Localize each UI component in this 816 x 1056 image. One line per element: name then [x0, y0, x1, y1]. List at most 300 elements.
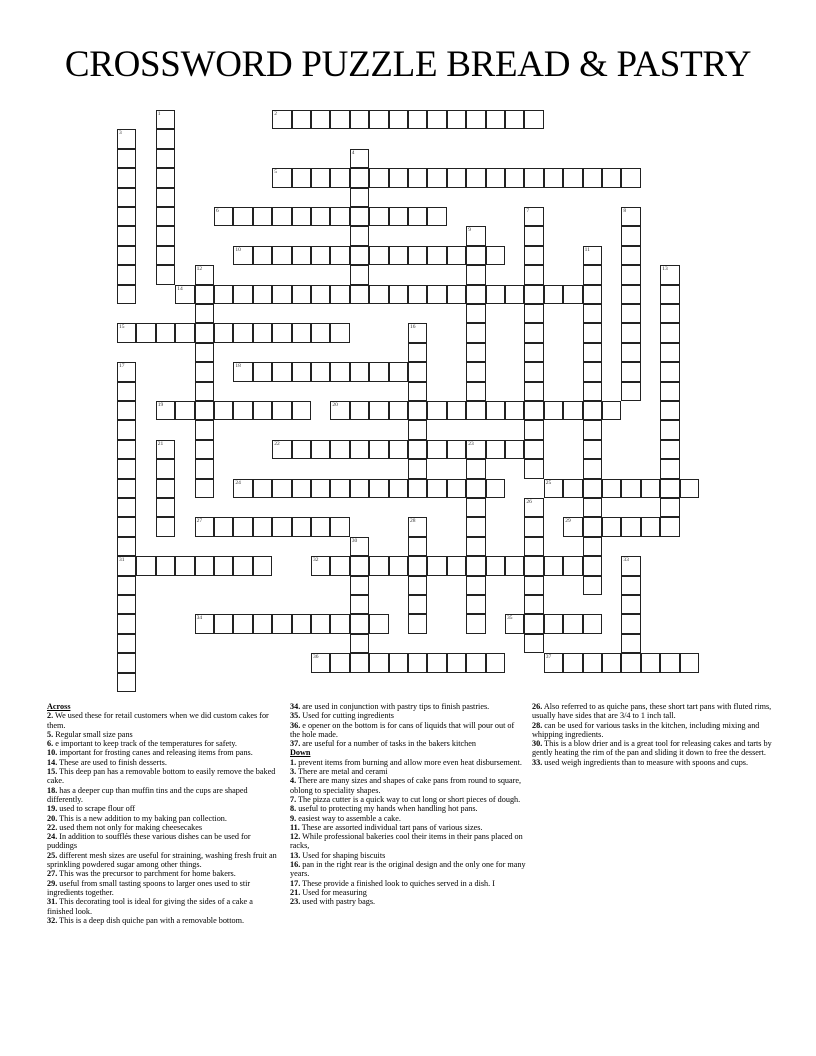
grid-cell[interactable]: [466, 479, 485, 498]
grid-cell[interactable]: [233, 207, 252, 226]
grid-cell[interactable]: [427, 168, 446, 187]
grid-cell[interactable]: [195, 479, 214, 498]
grid-cell[interactable]: [156, 323, 175, 342]
grid-cell[interactable]: [524, 576, 543, 595]
grid-cell[interactable]: [233, 246, 252, 265]
grid-cell[interactable]: [563, 168, 582, 187]
grid-cell[interactable]: [680, 653, 699, 672]
grid-cell[interactable]: [156, 226, 175, 245]
grid-cell[interactable]: [369, 285, 388, 304]
grid-cell[interactable]: [175, 285, 194, 304]
grid-cell[interactable]: [621, 343, 640, 362]
grid-cell[interactable]: [253, 285, 272, 304]
grid-cell[interactable]: [660, 304, 679, 323]
grid-cell[interactable]: [447, 246, 466, 265]
grid-cell[interactable]: [117, 401, 136, 420]
grid-cell[interactable]: [117, 440, 136, 459]
grid-cell[interactable]: [117, 614, 136, 633]
grid-cell[interactable]: [466, 517, 485, 536]
grid-cell[interactable]: [369, 401, 388, 420]
grid-cell[interactable]: [408, 517, 427, 536]
grid-cell[interactable]: [466, 595, 485, 614]
grid-cell[interactable]: [233, 362, 252, 381]
grid-cell[interactable]: [621, 595, 640, 614]
grid-cell[interactable]: [330, 323, 349, 342]
grid-cell[interactable]: [389, 401, 408, 420]
grid-cell[interactable]: [524, 537, 543, 556]
grid-cell[interactable]: [272, 207, 291, 226]
grid-cell[interactable]: [621, 285, 640, 304]
grid-cell[interactable]: [311, 362, 330, 381]
grid-cell[interactable]: [253, 517, 272, 536]
grid-cell[interactable]: [117, 226, 136, 245]
grid-cell[interactable]: [466, 362, 485, 381]
grid-cell[interactable]: [408, 401, 427, 420]
grid-cell[interactable]: [292, 323, 311, 342]
grid-cell[interactable]: [524, 246, 543, 265]
grid-cell[interactable]: [311, 168, 330, 187]
grid-cell[interactable]: [583, 382, 602, 401]
grid-cell[interactable]: [311, 440, 330, 459]
grid-cell[interactable]: [524, 226, 543, 245]
grid-cell[interactable]: [621, 304, 640, 323]
grid-cell[interactable]: [408, 576, 427, 595]
grid-cell[interactable]: [350, 188, 369, 207]
grid-cell[interactable]: [350, 149, 369, 168]
grid-cell[interactable]: [195, 440, 214, 459]
grid-cell[interactable]: [583, 343, 602, 362]
grid-cell[interactable]: [660, 285, 679, 304]
grid-cell[interactable]: [680, 479, 699, 498]
grid-cell[interactable]: [621, 265, 640, 284]
grid-cell[interactable]: [117, 517, 136, 536]
grid-cell[interactable]: [272, 362, 291, 381]
grid-cell[interactable]: [486, 110, 505, 129]
grid-cell[interactable]: [466, 265, 485, 284]
grid-cell[interactable]: [466, 304, 485, 323]
grid-cell[interactable]: [369, 110, 388, 129]
grid-cell[interactable]: [524, 207, 543, 226]
grid-cell[interactable]: [117, 498, 136, 517]
grid-cell[interactable]: [272, 479, 291, 498]
grid-cell[interactable]: [621, 556, 640, 575]
grid-cell[interactable]: [156, 401, 175, 420]
grid-cell[interactable]: [233, 517, 252, 536]
grid-cell[interactable]: [641, 653, 660, 672]
grid-cell[interactable]: [350, 246, 369, 265]
grid-cell[interactable]: [117, 265, 136, 284]
grid-cell[interactable]: [641, 479, 660, 498]
grid-cell[interactable]: [156, 517, 175, 536]
grid-cell[interactable]: [389, 110, 408, 129]
grid-cell[interactable]: [292, 401, 311, 420]
grid-cell[interactable]: [311, 517, 330, 536]
grid-cell[interactable]: [195, 517, 214, 536]
grid-cell[interactable]: [621, 362, 640, 381]
grid-cell[interactable]: [369, 440, 388, 459]
grid-cell[interactable]: [427, 401, 446, 420]
grid-cell[interactable]: [117, 459, 136, 478]
grid-cell[interactable]: [350, 168, 369, 187]
grid-cell[interactable]: [621, 382, 640, 401]
grid-cell[interactable]: [505, 285, 524, 304]
grid-cell[interactable]: [505, 110, 524, 129]
grid-cell[interactable]: [117, 285, 136, 304]
grid-cell[interactable]: [466, 459, 485, 478]
grid-cell[interactable]: [524, 595, 543, 614]
grid-cell[interactable]: [350, 614, 369, 633]
grid-cell[interactable]: [524, 265, 543, 284]
grid-cell[interactable]: [117, 595, 136, 614]
grid-cell[interactable]: [427, 556, 446, 575]
grid-cell[interactable]: [524, 459, 543, 478]
grid-cell[interactable]: [117, 576, 136, 595]
grid-cell[interactable]: [583, 285, 602, 304]
grid-cell[interactable]: [389, 362, 408, 381]
grid-cell[interactable]: [660, 382, 679, 401]
grid-cell[interactable]: [505, 401, 524, 420]
grid-cell[interactable]: [330, 110, 349, 129]
grid-cell[interactable]: [524, 440, 543, 459]
grid-cell[interactable]: [156, 188, 175, 207]
grid-cell[interactable]: [544, 168, 563, 187]
grid-cell[interactable]: [175, 401, 194, 420]
grid-cell[interactable]: [214, 323, 233, 342]
grid-cell[interactable]: [524, 304, 543, 323]
grid-cell[interactable]: [117, 673, 136, 692]
grid-cell[interactable]: [233, 323, 252, 342]
grid-cell[interactable]: [660, 498, 679, 517]
grid-cell[interactable]: [408, 323, 427, 342]
grid-cell[interactable]: [583, 265, 602, 284]
grid-cell[interactable]: [427, 440, 446, 459]
grid-cell[interactable]: [117, 129, 136, 148]
grid-cell[interactable]: [156, 265, 175, 284]
grid-cell[interactable]: [583, 479, 602, 498]
grid-cell[interactable]: [233, 556, 252, 575]
grid-cell[interactable]: [524, 168, 543, 187]
grid-cell[interactable]: [583, 517, 602, 536]
grid-cell[interactable]: [544, 653, 563, 672]
grid-cell[interactable]: [524, 110, 543, 129]
grid-cell[interactable]: [621, 226, 640, 245]
grid-cell[interactable]: [447, 653, 466, 672]
grid-cell[interactable]: [486, 440, 505, 459]
grid-cell[interactable]: [621, 479, 640, 498]
grid-cell[interactable]: [272, 246, 291, 265]
grid-cell[interactable]: [524, 382, 543, 401]
grid-cell[interactable]: [117, 420, 136, 439]
grid-cell[interactable]: [466, 246, 485, 265]
grid-cell[interactable]: [330, 440, 349, 459]
grid-cell[interactable]: [408, 207, 427, 226]
grid-cell[interactable]: [175, 556, 194, 575]
grid-cell[interactable]: [583, 576, 602, 595]
grid-cell[interactable]: [117, 653, 136, 672]
grid-cell[interactable]: [408, 168, 427, 187]
grid-cell[interactable]: [330, 362, 349, 381]
grid-cell[interactable]: [486, 556, 505, 575]
grid-cell[interactable]: [408, 382, 427, 401]
grid-cell[interactable]: [583, 653, 602, 672]
grid-cell[interactable]: [156, 168, 175, 187]
grid-cell[interactable]: [253, 246, 272, 265]
grid-cell[interactable]: [524, 343, 543, 362]
grid-cell[interactable]: [195, 323, 214, 342]
grid-cell[interactable]: [253, 362, 272, 381]
grid-cell[interactable]: [621, 614, 640, 633]
grid-cell[interactable]: [427, 653, 446, 672]
grid-cell[interactable]: [466, 576, 485, 595]
grid-cell[interactable]: [369, 614, 388, 633]
grid-cell[interactable]: [447, 401, 466, 420]
grid-cell[interactable]: [330, 168, 349, 187]
grid-cell[interactable]: [389, 653, 408, 672]
grid-cell[interactable]: [544, 614, 563, 633]
grid-cell[interactable]: [369, 653, 388, 672]
grid-cell[interactable]: [524, 614, 543, 633]
grid-cell[interactable]: [466, 110, 485, 129]
grid-cell[interactable]: [195, 285, 214, 304]
grid-cell[interactable]: [369, 207, 388, 226]
grid-cell[interactable]: [583, 498, 602, 517]
grid-cell[interactable]: [524, 362, 543, 381]
grid-cell[interactable]: [486, 285, 505, 304]
grid-cell[interactable]: [156, 556, 175, 575]
grid-cell[interactable]: [195, 265, 214, 284]
grid-cell[interactable]: [583, 168, 602, 187]
grid-cell[interactable]: [389, 168, 408, 187]
grid-cell[interactable]: [272, 517, 291, 536]
grid-cell[interactable]: [466, 382, 485, 401]
grid-cell[interactable]: [621, 576, 640, 595]
grid-cell[interactable]: [408, 653, 427, 672]
grid-cell[interactable]: [233, 285, 252, 304]
grid-cell[interactable]: [369, 556, 388, 575]
grid-cell[interactable]: [524, 285, 543, 304]
grid-cell[interactable]: [524, 517, 543, 536]
grid-cell[interactable]: [447, 285, 466, 304]
grid-cell[interactable]: [311, 323, 330, 342]
grid-cell[interactable]: [350, 537, 369, 556]
grid-cell[interactable]: [466, 343, 485, 362]
grid-cell[interactable]: [602, 653, 621, 672]
grid-cell[interactable]: [408, 110, 427, 129]
grid-cell[interactable]: [583, 459, 602, 478]
grid-cell[interactable]: [621, 207, 640, 226]
grid-cell[interactable]: [389, 479, 408, 498]
grid-cell[interactable]: [311, 207, 330, 226]
grid-cell[interactable]: [621, 517, 640, 536]
grid-cell[interactable]: [563, 285, 582, 304]
grid-cell[interactable]: [486, 168, 505, 187]
grid-cell[interactable]: [195, 420, 214, 439]
grid-cell[interactable]: [427, 285, 446, 304]
grid-cell[interactable]: [272, 110, 291, 129]
grid-cell[interactable]: [544, 479, 563, 498]
grid-cell[interactable]: [253, 614, 272, 633]
grid-cell[interactable]: [292, 362, 311, 381]
grid-cell[interactable]: [621, 168, 640, 187]
grid-cell[interactable]: [117, 188, 136, 207]
grid-cell[interactable]: [233, 401, 252, 420]
grid-cell[interactable]: [272, 168, 291, 187]
grid-cell[interactable]: [195, 401, 214, 420]
grid-cell[interactable]: [524, 556, 543, 575]
grid-cell[interactable]: [253, 401, 272, 420]
grid-cell[interactable]: [350, 401, 369, 420]
grid-cell[interactable]: [408, 246, 427, 265]
grid-cell[interactable]: [505, 168, 524, 187]
grid-cell[interactable]: [292, 207, 311, 226]
grid-cell[interactable]: [602, 401, 621, 420]
grid-cell[interactable]: [156, 479, 175, 498]
grid-cell[interactable]: [408, 479, 427, 498]
grid-cell[interactable]: [524, 323, 543, 342]
grid-cell[interactable]: [447, 479, 466, 498]
grid-cell[interactable]: [660, 401, 679, 420]
grid-cell[interactable]: [466, 285, 485, 304]
grid-cell[interactable]: [195, 556, 214, 575]
grid-cell[interactable]: [524, 498, 543, 517]
grid-cell[interactable]: [214, 614, 233, 633]
grid-cell[interactable]: [311, 110, 330, 129]
grid-cell[interactable]: [660, 420, 679, 439]
grid-cell[interactable]: [117, 382, 136, 401]
grid-cell[interactable]: [214, 401, 233, 420]
grid-cell[interactable]: [621, 246, 640, 265]
grid-cell[interactable]: [583, 401, 602, 420]
grid-cell[interactable]: [660, 459, 679, 478]
grid-cell[interactable]: [253, 556, 272, 575]
grid-cell[interactable]: [660, 653, 679, 672]
grid-cell[interactable]: [156, 149, 175, 168]
grid-cell[interactable]: [660, 265, 679, 284]
grid-cell[interactable]: [389, 285, 408, 304]
grid-cell[interactable]: [408, 343, 427, 362]
grid-cell[interactable]: [563, 614, 582, 633]
grid-cell[interactable]: [117, 168, 136, 187]
grid-cell[interactable]: [621, 634, 640, 653]
grid-cell[interactable]: [583, 440, 602, 459]
grid-cell[interactable]: [466, 401, 485, 420]
grid-cell[interactable]: [350, 207, 369, 226]
grid-cell[interactable]: [563, 401, 582, 420]
grid-cell[interactable]: [544, 401, 563, 420]
grid-cell[interactable]: [292, 614, 311, 633]
grid-cell[interactable]: [156, 440, 175, 459]
grid-cell[interactable]: [117, 537, 136, 556]
grid-cell[interactable]: [350, 576, 369, 595]
grid-cell[interactable]: [350, 653, 369, 672]
grid-cell[interactable]: [447, 440, 466, 459]
grid-cell[interactable]: [583, 304, 602, 323]
grid-cell[interactable]: [563, 556, 582, 575]
grid-cell[interactable]: [311, 246, 330, 265]
grid-cell[interactable]: [272, 323, 291, 342]
grid-cell[interactable]: [195, 362, 214, 381]
grid-cell[interactable]: [311, 285, 330, 304]
grid-cell[interactable]: [389, 556, 408, 575]
grid-cell[interactable]: [563, 479, 582, 498]
grid-cell[interactable]: [583, 537, 602, 556]
grid-cell[interactable]: [486, 246, 505, 265]
grid-cell[interactable]: [330, 653, 349, 672]
grid-cell[interactable]: [505, 440, 524, 459]
grid-cell[interactable]: [408, 285, 427, 304]
grid-cell[interactable]: [350, 362, 369, 381]
grid-cell[interactable]: [233, 479, 252, 498]
grid-cell[interactable]: [486, 653, 505, 672]
grid-cell[interactable]: [195, 343, 214, 362]
grid-cell[interactable]: [117, 246, 136, 265]
grid-cell[interactable]: [330, 207, 349, 226]
grid-cell[interactable]: [292, 479, 311, 498]
grid-cell[interactable]: [466, 323, 485, 342]
grid-cell[interactable]: [369, 246, 388, 265]
grid-cell[interactable]: [602, 168, 621, 187]
grid-cell[interactable]: [602, 479, 621, 498]
grid-cell[interactable]: [583, 362, 602, 381]
grid-cell[interactable]: [292, 168, 311, 187]
grid-cell[interactable]: [330, 517, 349, 536]
grid-cell[interactable]: [350, 595, 369, 614]
grid-cell[interactable]: [369, 168, 388, 187]
grid-cell[interactable]: [583, 246, 602, 265]
grid-cell[interactable]: [660, 440, 679, 459]
grid-cell[interactable]: [641, 517, 660, 536]
grid-cell[interactable]: [466, 537, 485, 556]
grid-cell[interactable]: [311, 556, 330, 575]
grid-cell[interactable]: [175, 323, 194, 342]
grid-cell[interactable]: [136, 323, 155, 342]
grid-cell[interactable]: [660, 517, 679, 536]
grid-cell[interactable]: [660, 323, 679, 342]
grid-cell[interactable]: [466, 653, 485, 672]
grid-cell[interactable]: [233, 614, 252, 633]
grid-cell[interactable]: [330, 479, 349, 498]
grid-cell[interactable]: [563, 517, 582, 536]
grid-cell[interactable]: [369, 479, 388, 498]
grid-cell[interactable]: [195, 382, 214, 401]
grid-cell[interactable]: [660, 343, 679, 362]
grid-cell[interactable]: [272, 614, 291, 633]
grid-cell[interactable]: [311, 653, 330, 672]
grid-cell[interactable]: [195, 614, 214, 633]
grid-cell[interactable]: [369, 362, 388, 381]
grid-cell[interactable]: [214, 556, 233, 575]
grid-cell[interactable]: [389, 246, 408, 265]
grid-cell[interactable]: [253, 479, 272, 498]
grid-cell[interactable]: [350, 440, 369, 459]
grid-cell[interactable]: [427, 479, 446, 498]
grid-cell[interactable]: [156, 498, 175, 517]
grid-cell[interactable]: [214, 207, 233, 226]
grid-cell[interactable]: [389, 440, 408, 459]
grid-cell[interactable]: [292, 246, 311, 265]
grid-cell[interactable]: [621, 323, 640, 342]
grid-cell[interactable]: [117, 634, 136, 653]
grid-cell[interactable]: [660, 362, 679, 381]
grid-cell[interactable]: [330, 285, 349, 304]
grid-cell[interactable]: [292, 517, 311, 536]
grid-cell[interactable]: [408, 440, 427, 459]
grid-cell[interactable]: [583, 614, 602, 633]
grid-cell[interactable]: [292, 440, 311, 459]
grid-cell[interactable]: [253, 207, 272, 226]
grid-cell[interactable]: [156, 459, 175, 478]
grid-cell[interactable]: [117, 556, 136, 575]
